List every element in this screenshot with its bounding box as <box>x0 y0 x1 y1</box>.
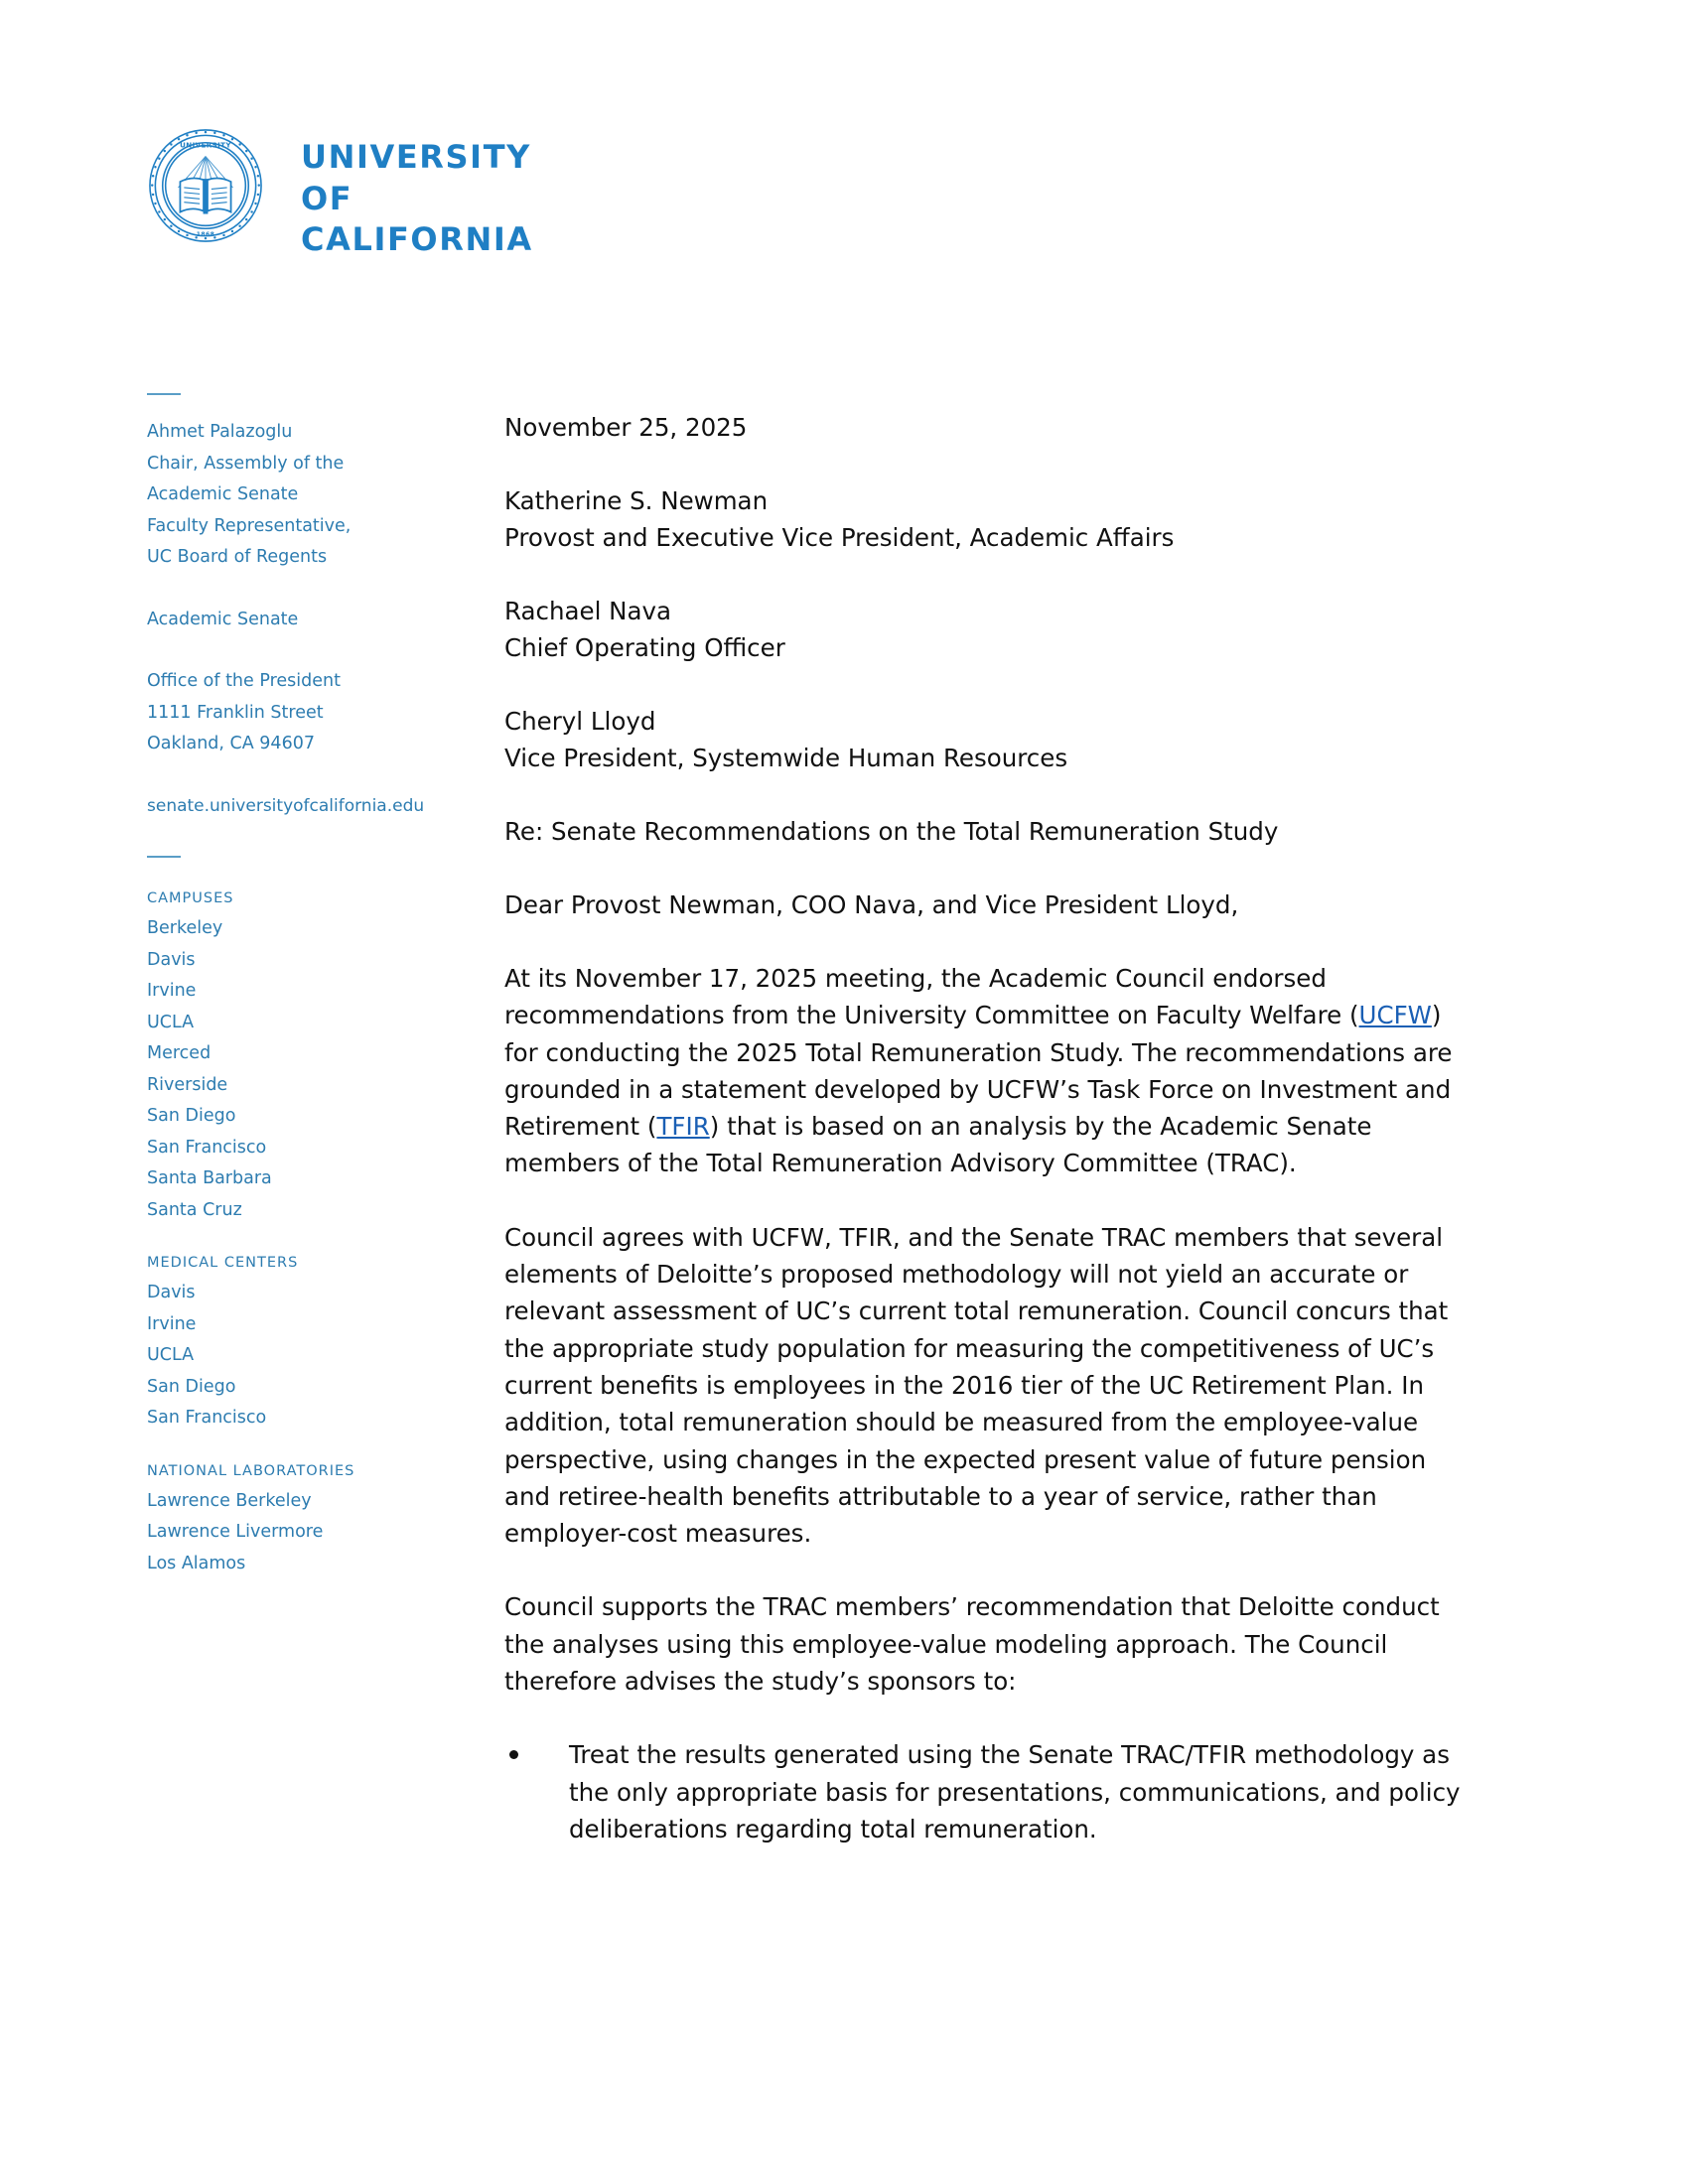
campus-item: Riverside <box>147 1074 228 1095</box>
sidebar-national-laboratories <box>147 1456 445 1580</box>
recipient-block <box>504 593 1473 666</box>
sidebar-address <box>147 666 445 760</box>
recipient-block <box>504 482 1473 556</box>
recipient-name: Cheryl Lloyd <box>504 707 656 736</box>
contact-title-line-1: Chair, Assembly of the <box>147 453 345 474</box>
sidebar-contact <box>147 417 445 574</box>
letterhead <box>147 127 533 261</box>
svg-text:UNIVERSITY: UNIVERSITY <box>180 140 231 150</box>
list-item <box>504 1736 1473 1847</box>
sidebar-org <box>147 605 445 636</box>
campus-item: Davis <box>147 949 196 970</box>
website-url[interactable]: senate.universityofcalifornia.edu <box>147 795 425 816</box>
sidebar <box>147 393 445 1579</box>
national-laboratory-item: Los Alamos <box>147 1553 246 1573</box>
sidebar-campuses <box>147 884 445 1226</box>
paragraph-1-part-3: ) that is based on an analysis by the Academic Senate members of the Total Remuneration Advisory Committee (TRAC). <box>504 1112 1372 1178</box>
svg-text:1868: 1868 <box>196 231 215 239</box>
list-item-text: Treat the results generated using the Senate TRAC/TFIR methodology as the only appropriate basis for presentations, communications, and policy deliberations regarding total remuneration. <box>569 1740 1461 1843</box>
wordmark-line-2: OF <box>301 179 353 217</box>
ucfw-link[interactable]: UCFW <box>1358 1001 1432 1030</box>
recipient-title: Chief Operating Officer <box>504 633 785 662</box>
national-laboratories-heading: NATIONAL LABORATORIES <box>147 1462 355 1479</box>
campus-item: UCLA <box>147 1012 195 1032</box>
medical-centers-heading: MEDICAL CENTERS <box>147 1255 299 1271</box>
tfir-link[interactable]: TFIR <box>656 1112 710 1142</box>
paragraph-1-part-2: ) for conducting the 2025 Total Remuneration Study. The recommendations are grounded in a statement developed by UCFW’s Task Force on Investment and Retirement ( <box>504 1001 1453 1142</box>
letter-subject: Re: Senate Recommendations on the Total Remuneration Study <box>504 817 1279 846</box>
campus-item: Merced <box>147 1043 211 1063</box>
uc-seal-icon <box>147 127 264 244</box>
medical-center-item: Irvine <box>147 1313 197 1334</box>
recipient-name: Katherine S. Newman <box>504 486 769 515</box>
recipient-block <box>504 703 1473 776</box>
wordmark-line-1: UNIVERSITY <box>301 138 531 176</box>
uc-wordmark <box>301 137 533 261</box>
campus-item: Santa Cruz <box>147 1199 242 1220</box>
contact-name: Ahmet Palazoglu <box>147 422 293 442</box>
national-laboratory-item: Lawrence Berkeley <box>147 1490 312 1511</box>
bullet-icon <box>509 1750 518 1759</box>
address-line-1: Office of the President <box>147 671 341 691</box>
recipient-title: Provost and Executive Vice President, Academic Affairs <box>504 523 1175 552</box>
contact-title-line-3: Faculty Representative, <box>147 515 352 536</box>
national-laboratory-item: Lawrence Livermore <box>147 1522 324 1542</box>
sidebar-divider-middle <box>147 856 181 858</box>
sidebar-website[interactable] <box>147 791 445 823</box>
sidebar-divider-top <box>147 393 181 395</box>
campus-item: Santa Barbara <box>147 1168 272 1188</box>
paragraph-3: Council supports the TRAC members’ recommendation that Deloitte conduct the analyses using this employee-value modeling approach. The Council therefore advises the study’s sponsors to: <box>504 1592 1440 1697</box>
campus-item: San Diego <box>147 1106 236 1126</box>
letter-date: November 25, 2025 <box>504 413 748 442</box>
medical-center-item: UCLA <box>147 1345 195 1365</box>
recommendation-list <box>504 1736 1473 1847</box>
campus-item: Berkeley <box>147 918 223 938</box>
contact-title-line-2: Academic Senate <box>147 484 299 504</box>
wordmark-line-3: CALIFORNIA <box>301 220 533 259</box>
recipient-title: Vice President, Systemwide Human Resources <box>504 744 1068 772</box>
paragraph-2: Council agrees with UCFW, TFIR, and the Senate TRAC members that several elements of Deloitte’s proposed methodology will not yield an accurate or relevant assessment of UC’s current total remuneration. Council concurs that the appropriate study population for measuring the competitiveness of UC’s current benefits is employees in the 2016 tier of the UC Retirement Plan. In addition, total remuneration should be measured from the employee-value perspective, using changes in the expected present value of future pension and retiree-health benefits attributable to a year of service, rather than employer-cost measures. <box>504 1222 1449 1549</box>
paragraph-1 <box>504 960 1473 1182</box>
paragraph-1-part-1: At its November 17, 2025 meeting, the Academic Council endorsed recommendations from the University Committee on Faculty Welfare ( <box>504 964 1359 1030</box>
medical-center-item: Davis <box>147 1283 196 1302</box>
sidebar-medical-centers <box>147 1248 445 1434</box>
campuses-heading: CAMPUSES <box>147 890 234 906</box>
campus-item: Irvine <box>147 981 197 1001</box>
org-name: Academic Senate <box>147 609 299 629</box>
address-line-3: Oakland, CA 94607 <box>147 734 315 753</box>
contact-title-line-4: UC Board of Regents <box>147 547 328 567</box>
letter-body <box>504 409 1473 1847</box>
medical-center-item: San Diego <box>147 1376 236 1397</box>
campus-item: San Francisco <box>147 1137 267 1158</box>
letter-salutation: Dear Provost Newman, COO Nava, and Vice President Lloyd, <box>504 890 1239 919</box>
medical-center-item: San Francisco <box>147 1408 267 1428</box>
recipient-name: Rachael Nava <box>504 597 672 625</box>
address-line-2: 1111 Franklin Street <box>147 702 324 723</box>
